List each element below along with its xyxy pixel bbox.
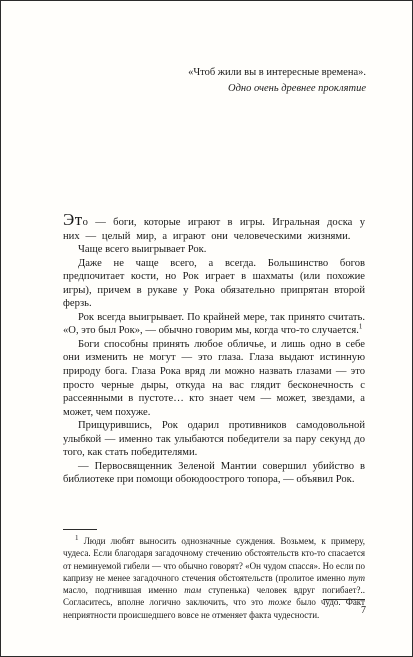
paragraph-4-text: Рок всегда выигрывает. По крайней мере, так принято считать. «О, это был Рок», — обычно говорим мы, когда что-то случается.: [63, 311, 365, 337]
page-number-rule: [323, 599, 365, 600]
epigraph: [188, 65, 366, 97]
paragraph-7: — Первосвященник Зеленой Мантии совершил убийство в библиотеке при помощи обоюдоострого топора, — объявил Рок.: [63, 460, 365, 486]
footnote-part-3: ступенька) человек вдруг погибает?.. Согласитесь, вполне логично заключить, что это: [63, 585, 366, 608]
footnote-marker: 1: [75, 534, 79, 542]
footnote-emphasis-1: тут: [348, 572, 365, 583]
footnote-text: [63, 535, 365, 621]
footnote-reference[interactable]: 1: [358, 322, 363, 331]
main-text: [63, 210, 365, 487]
paragraph-5: Боги способны принять любое обличье, и лишь одно в себе они изменить не могут — это глаза. Глаза выдают истинную природу бога. Глаза Рока вряд ли можно назвать глазами — это просто черные дыры, откуда на вас глядит бесконечность с рассеянными в пустоте… кто знает чем — может, звездами, а может, чем похуже.: [63, 338, 365, 418]
drop-cap: Эт: [63, 210, 83, 229]
footnote-part-4: было чудо. Факт неприятности происшедшего вовсе не отменяет факта чудесности.: [63, 597, 365, 620]
footnote-emphasis-3: тоже: [268, 597, 292, 608]
footnote-part-2: масло, подгнившая именно: [63, 585, 185, 596]
paragraph-1: [63, 210, 365, 243]
paragraph-3: Даже не чаще всего, а всегда. Большинство богов предпочитает кости, но Рок играет в шахматы (или похожие игры), причем в рукаве у Рока обязательно припрятан второй ферзь.: [63, 257, 365, 310]
paragraph-6: Прищурившись, Рок одарил противников самодовольной улыбкой — именно так улыбаются победители за пару секунд до того, как стать победителями.: [63, 420, 365, 459]
footnote-divider: [63, 529, 97, 530]
paragraph-4: [63, 311, 365, 338]
epigraph-source: Одно очень древнее проклятие: [228, 83, 366, 94]
footnote-part-1: Люди любят выносить однозначные суждения. Возьмем, к примеру, чудеса. Если благодаря загадочному стечению обстоятельств кто-то спасается от неминуемой гибели — что обычно говорят? «Он чудом спасся». Но если по капризу не менее загадочного стечения обстоятельств (пролитое именно: [63, 536, 365, 583]
footnote-emphasis-2: там: [184, 585, 202, 596]
page-number: 7: [361, 605, 366, 616]
epigraph-quote: «Чтоб жили вы в интересные времена».: [188, 67, 366, 78]
footnote: [63, 535, 365, 621]
paragraph-1-text: о — боги, которые играют в игры. Игральная доска у них — целый мир, а играют они человеческими жизнями.: [63, 217, 365, 242]
paragraph-2: Чаще всего выигрывает Рок.: [78, 244, 207, 256]
